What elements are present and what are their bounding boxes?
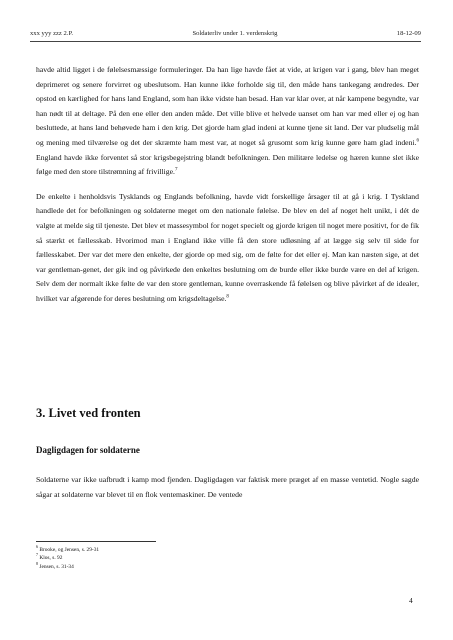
footnote [36, 560, 99, 571]
footnote-text: Jensen, s. 31-34 [38, 563, 74, 570]
header-date: 18-12-09 [396, 30, 421, 37]
footnote-reference[interactable]: 8 [226, 294, 229, 300]
paragraph [36, 190, 419, 307]
page-number: 4 [409, 596, 413, 605]
subsection-heading: Dagligdagen for soldaterne [36, 445, 140, 455]
footnote-number: 7 [36, 552, 38, 558]
header-title: Soldaterliv under 1. verdenskrig [192, 30, 278, 37]
paragraph [36, 63, 419, 180]
body-paragraphs-top [36, 63, 419, 317]
footnote-text: Klos, s. 92 [38, 555, 63, 562]
footnotes [36, 546, 99, 571]
footnote [36, 546, 99, 554]
footnote-divider [36, 541, 156, 542]
paragraph-text: havde altid ligget i de følelsesmæssige formuleringer. Da han lige havde fået at vide, at krigen var i gang, blev han meget deprimeret og senere forvirret og ubeslutsom. Han kunne ikke forholde sig til, den måde hans tankegang ændredes. Der opstod en kærlighed for hans land England, som han ikke vidste han besad. Han var klar over, at når kampene begyndte, var han nødt til at deltage. På den ene eller den anden måde. Det ville blive et helvede uanset om han var med eller ej og han besluttede, at hans land behøvede ham i den krig. Det gjorde ham glad indeni at kunne tjene sit land. Der var pludselig mål og mening med tilværelse og det der skræmte ham mest var, at noget så grusomt som krig kunne gøre ham glad indeni. [36, 65, 419, 147]
footnote [36, 554, 99, 562]
paragraph-text: England havde ikke forventet så stor krigsbegejstring blandt befolkningen. Den militære ledelse og hæren kunne slet ikke følge med den store tilstrømning af frivillige. [36, 152, 419, 177]
section-heading: 3. Livet ved fronten [36, 406, 141, 420]
paragraph-text: Soldaterne var ikke uafbrudt i kamp mod fjenden. Dagligdagen var faktisk mere præget af en masse ventetid. Nogle sagde sågar at soldaterne var blevet til en flok ventemaskiner. De ventede [36, 475, 419, 499]
footnote-number: 6 [36, 544, 38, 550]
body-paragraphs-bottom [36, 473, 419, 512]
footnote-reference[interactable]: 6 [416, 138, 419, 144]
footnote-text: Brooke, og Jensen, s. 29-31 [38, 547, 100, 553]
paragraph [36, 473, 419, 502]
footnote-number: 8 [36, 560, 38, 566]
paragraph-text: De enkelte i henholdsvis Tysklands og Englands befolkning, havde vidt forskellige årsager til at gå i krig. I Tyskland handlede det for befolkningen og soldaterne meget om den nationale følelse. De blev en del af noget helt unikt, i dét de valgte at melde sig til tjeneste. Det blev et massesymbol for noget specielt og gjorde krigen til noget mere positivt, for de fik så stærkt et fællesskab. Hvorimod man i England ikke ville få den store udløsning af at lægge sig selv til side for fællesskabet. Der var det mere den enkelte, der gjorde op med sig, om de følte for det eller ej. Man kan næsten sige, at det var gentleman-genet, der gik ind og påvirkede den enkeltes beslutning om de burde eller ikke burde være en del af krigen. Selv dem der normalt ikke følte de var den store gentleman, kunne overraskende få følelsen og blive påvirket af de idealer, hvilket var afgørende for deres beslutning om krigsdeltagelse. [36, 191, 419, 303]
header-author: xxx yyy zzz 2.P. [30, 30, 74, 37]
footnote-reference[interactable]: 7 [174, 167, 178, 173]
running-header [30, 30, 421, 37]
header-divider [30, 41, 421, 42]
